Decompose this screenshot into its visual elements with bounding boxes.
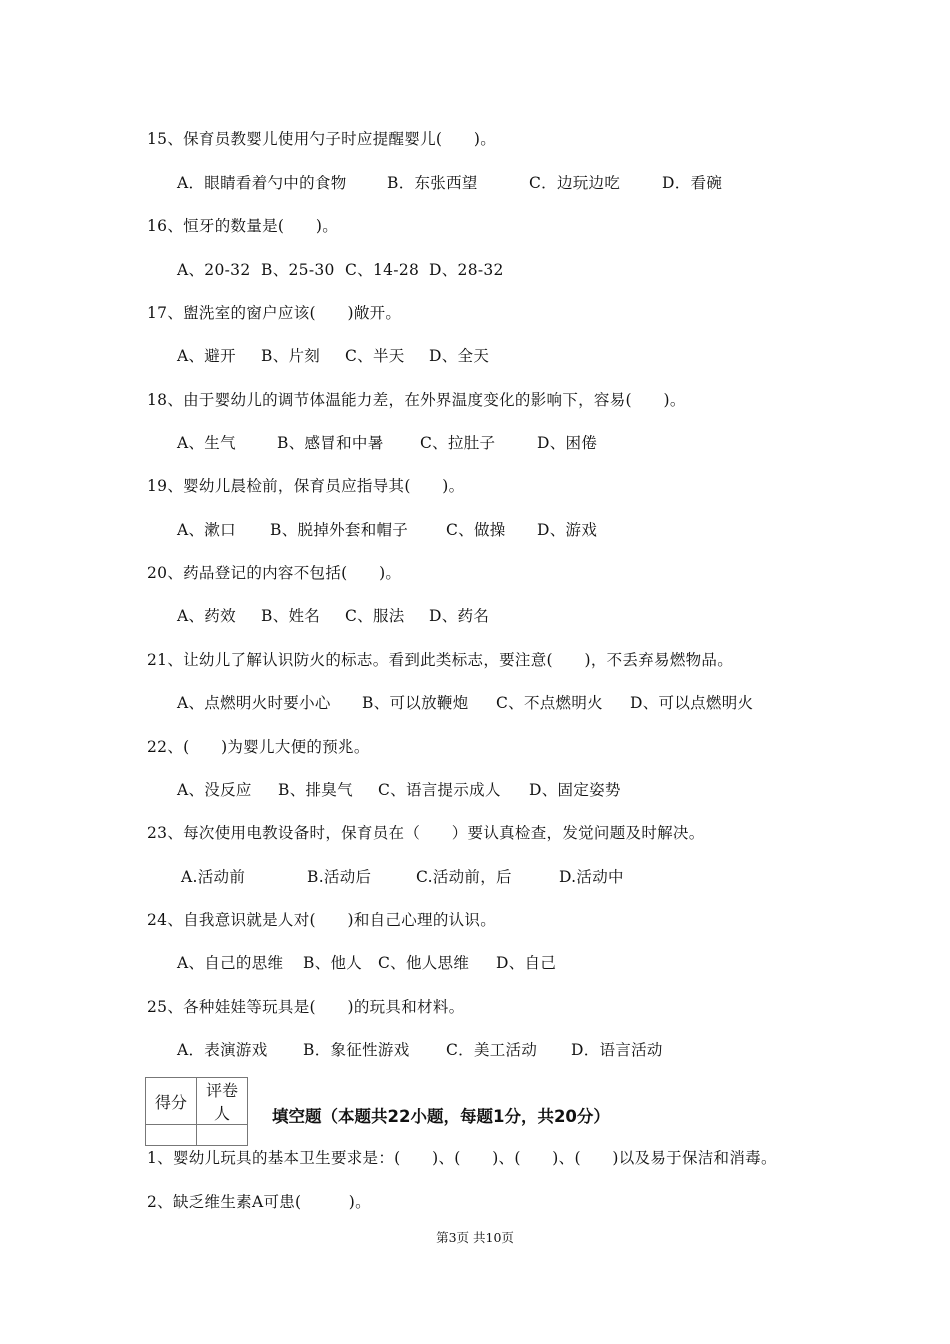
option-c: C、14-28 — [345, 261, 420, 279]
option-a: A、没反应 — [177, 781, 252, 799]
option-d: D、可以点燃明火 — [630, 694, 754, 712]
option-a: A．眼睛看着勺中的食物 — [177, 174, 347, 192]
option-d: D.活动中 — [559, 868, 624, 886]
question-24: 24、自我意识就是人对( )和自己心理的认识。 — [147, 911, 497, 929]
option-b: B．东张西望 — [387, 174, 478, 192]
question-23: 23、每次使用电教设备时，保育员在（ ）要认真检查，发觉问题及时解决。 — [147, 824, 705, 842]
question-22: 22、( )为婴儿大便的预兆。 — [147, 738, 370, 756]
question-21: 21、让幼儿了解认识防火的标志。看到此类标志，要注意( )，不丢弃易燃物品。 — [147, 651, 734, 669]
option-c: C、不点燃明火 — [496, 694, 603, 712]
question-17: 17、盥洗室的窗户应该( )敞开。 — [147, 304, 402, 322]
fill-question-2: 2、缺乏维生素A可患( )。 — [147, 1193, 371, 1211]
option-d: D、28-32 — [429, 261, 504, 279]
option-b: B、可以放鞭炮 — [362, 694, 469, 712]
fill-question-1: 1、婴幼儿玩具的基本卫生要求是：( )、( )、( )、( )以及易于保洁和消毒。 — [147, 1149, 777, 1167]
question-19: 19、婴幼儿晨检前，保育员应指导其( )。 — [147, 477, 465, 495]
option-b: B.活动后 — [307, 868, 372, 886]
option-a: A、漱口 — [177, 521, 236, 539]
option-a: A．表演游戏 — [177, 1041, 268, 1059]
option-d: D、全天 — [429, 347, 490, 365]
option-d: D、固定姿势 — [529, 781, 621, 799]
option-c: C、服法 — [345, 607, 405, 625]
option-d: D、药名 — [429, 607, 490, 625]
option-b: B、感冒和中暑 — [277, 434, 384, 452]
question-15: 15、保育员教婴儿使用勺子时应提醒婴儿( )。 — [147, 130, 497, 148]
option-c: C．美工活动 — [446, 1041, 538, 1059]
section-title: 填空题（本题共22小题，每题1分，共20分） — [272, 1107, 610, 1126]
option-a: A、避开 — [177, 347, 236, 365]
option-d: D、自己 — [496, 954, 557, 972]
grader-header: 评卷人 — [197, 1078, 248, 1125]
option-a: A、药效 — [177, 607, 236, 625]
option-d: D．看碗 — [662, 174, 723, 192]
option-c: C．边玩边吃 — [529, 174, 621, 192]
question-18: 18、由于婴幼儿的调节体温能力差，在外界温度变化的影响下，容易( )。 — [147, 391, 686, 409]
page-footer: 第3页 共10页 — [436, 1230, 514, 1245]
option-b: B．象征性游戏 — [303, 1041, 410, 1059]
option-c: C、半天 — [345, 347, 405, 365]
question-20: 20、药品登记的内容不包括( )。 — [147, 564, 402, 582]
option-b: B、25-30 — [261, 261, 335, 279]
option-a: A、生气 — [177, 434, 236, 452]
option-b: B、姓名 — [261, 607, 321, 625]
option-d: D、游戏 — [537, 521, 598, 539]
option-d: D、困倦 — [537, 434, 598, 452]
grader-cell — [197, 1125, 248, 1146]
option-b: B、排臭气 — [278, 781, 353, 799]
option-c: C、语言提示成人 — [378, 781, 501, 799]
option-c: C、他人思维 — [378, 954, 470, 972]
option-a: A.活动前 — [181, 868, 246, 886]
option-a: A、20-32 — [177, 261, 251, 279]
option-d: D．语言活动 — [571, 1041, 663, 1059]
option-c: C.活动前，后 — [416, 868, 512, 886]
option-c: C、做操 — [446, 521, 506, 539]
score-cell — [146, 1125, 197, 1146]
question-25: 25、各种娃娃等玩具是( )的玩具和材料。 — [147, 998, 465, 1016]
option-b: B、他人 — [303, 954, 363, 972]
option-b: B、脱掉外套和帽子 — [270, 521, 409, 539]
option-b: B、片刻 — [261, 347, 321, 365]
question-16: 16、恒牙的数量是( )。 — [147, 217, 339, 235]
score-header: 得分 — [146, 1078, 197, 1125]
option-a: A、点燃明火时要小心 — [177, 694, 331, 712]
option-a: A、自己的思维 — [177, 954, 284, 972]
score-table — [145, 1077, 248, 1146]
option-c: C、拉肚子 — [420, 434, 496, 452]
